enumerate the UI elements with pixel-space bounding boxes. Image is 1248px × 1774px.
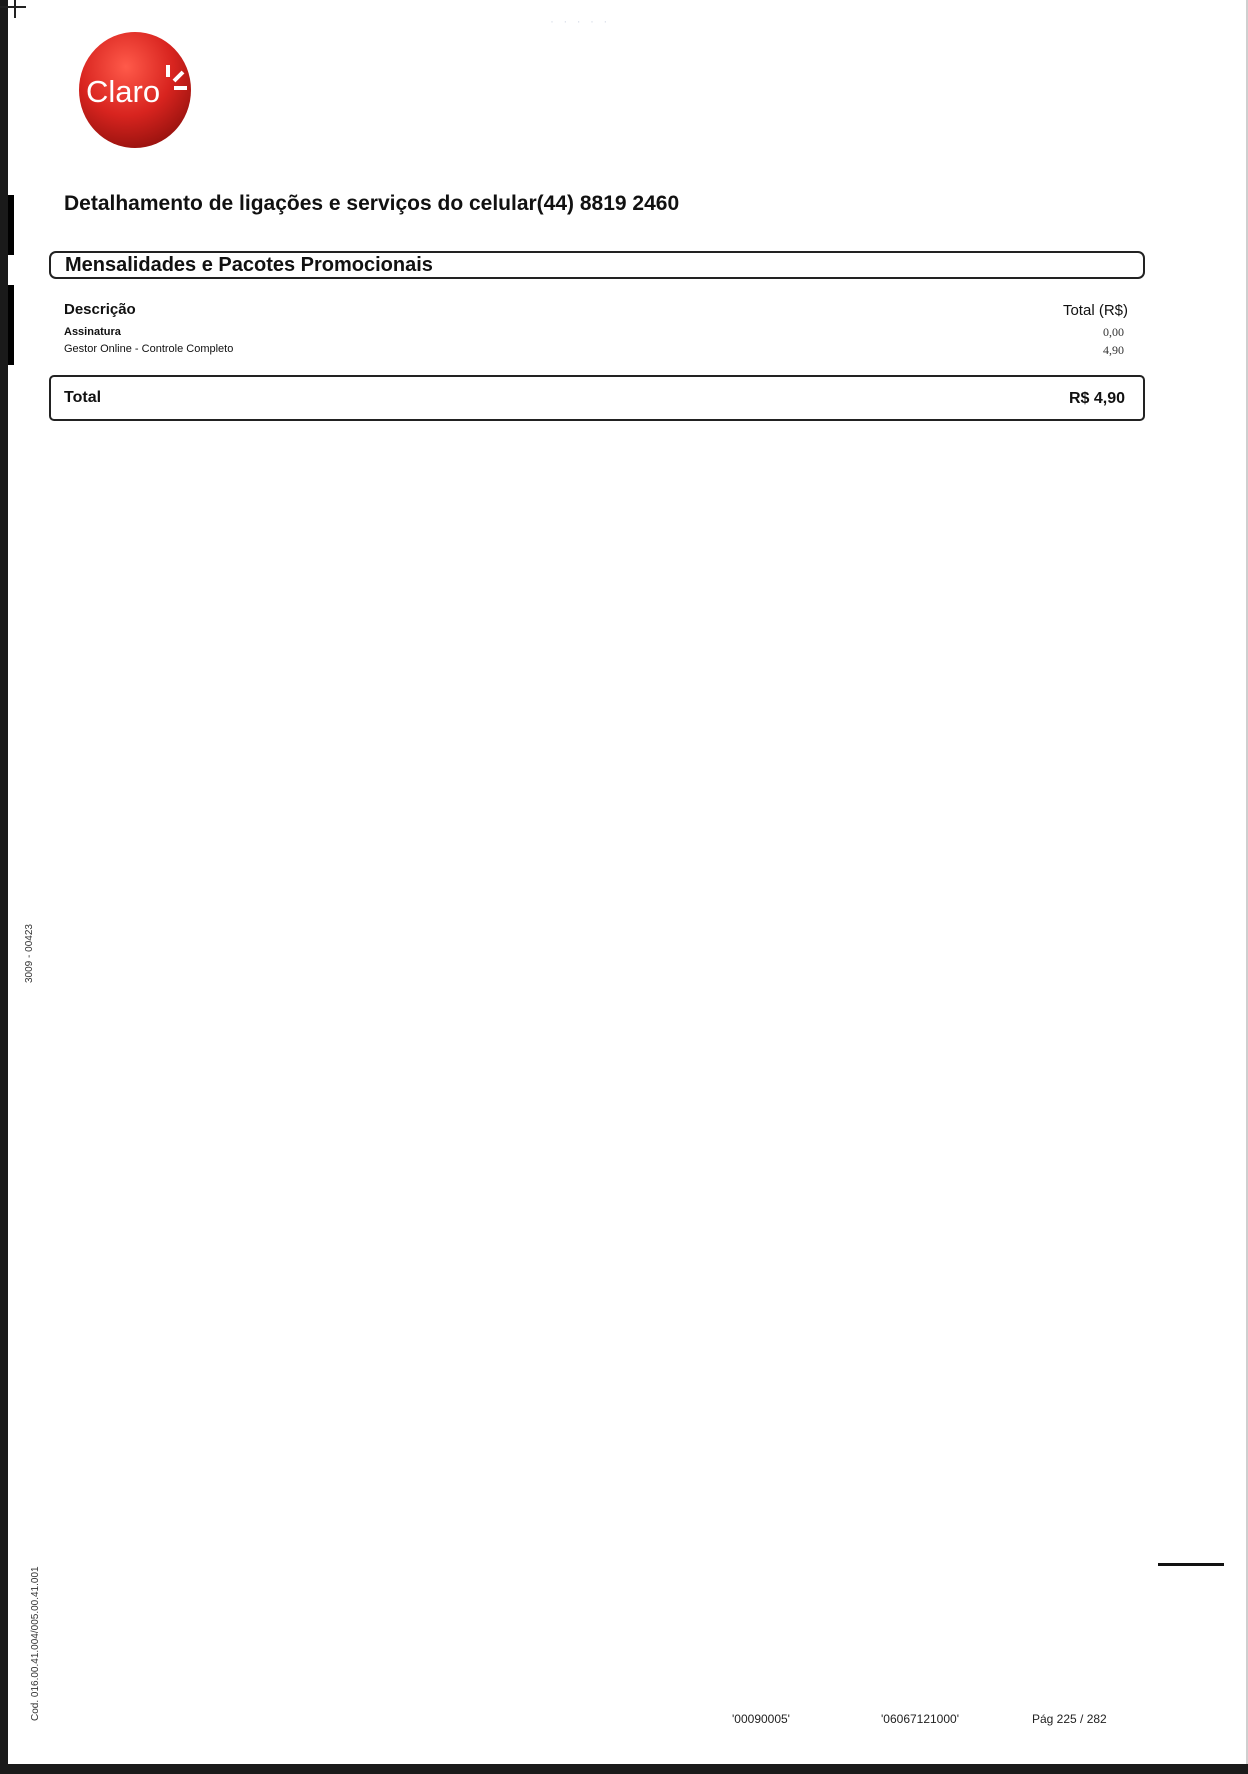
line-item-value: 4,90 [1103, 343, 1124, 357]
section-header [49, 251, 1145, 279]
crop-mark-vertical [14, 0, 16, 18]
scan-edge-left [0, 0, 8, 1774]
margin-code-bottom: Cod. 016.00.41.004/005.00.41.001 [30, 1566, 41, 1721]
column-header-total: Total (R$) [1062, 302, 1128, 319]
scan-artifact [8, 285, 14, 365]
page-number: Pág 225 / 282 [1032, 1712, 1107, 1726]
line-item-value: 0,00 [1103, 325, 1124, 339]
total-label: Total [64, 389, 102, 406]
total-row [49, 375, 1145, 421]
scan-edge-bottom [0, 1764, 1248, 1774]
footer-code-2: '06067121000' [881, 1712, 959, 1726]
section-title: Mensalidades e Pacotes Promocionais [65, 254, 433, 276]
bleed-through-text: · · · · · [550, 14, 611, 28]
page-marker-rule [1158, 1563, 1224, 1566]
scan-artifact [8, 195, 14, 255]
crop-mark [0, 6, 26, 8]
column-header-description: Descrição [64, 301, 136, 318]
line-item-name: Gestor Online - Controle Completo [64, 343, 234, 355]
total-value: R$ 4,90 [1068, 390, 1125, 407]
svg-text:Claro: Claro [86, 74, 161, 109]
claro-logo [78, 31, 192, 149]
footer-code-1: '00090005' [732, 1712, 790, 1726]
line-item-name: Assinatura [64, 326, 121, 338]
margin-code-top: 3009 - 00423 [24, 924, 35, 983]
document-title: Detalhamento de ligações e serviços do celular(44) 8819 2460 [64, 192, 680, 215]
